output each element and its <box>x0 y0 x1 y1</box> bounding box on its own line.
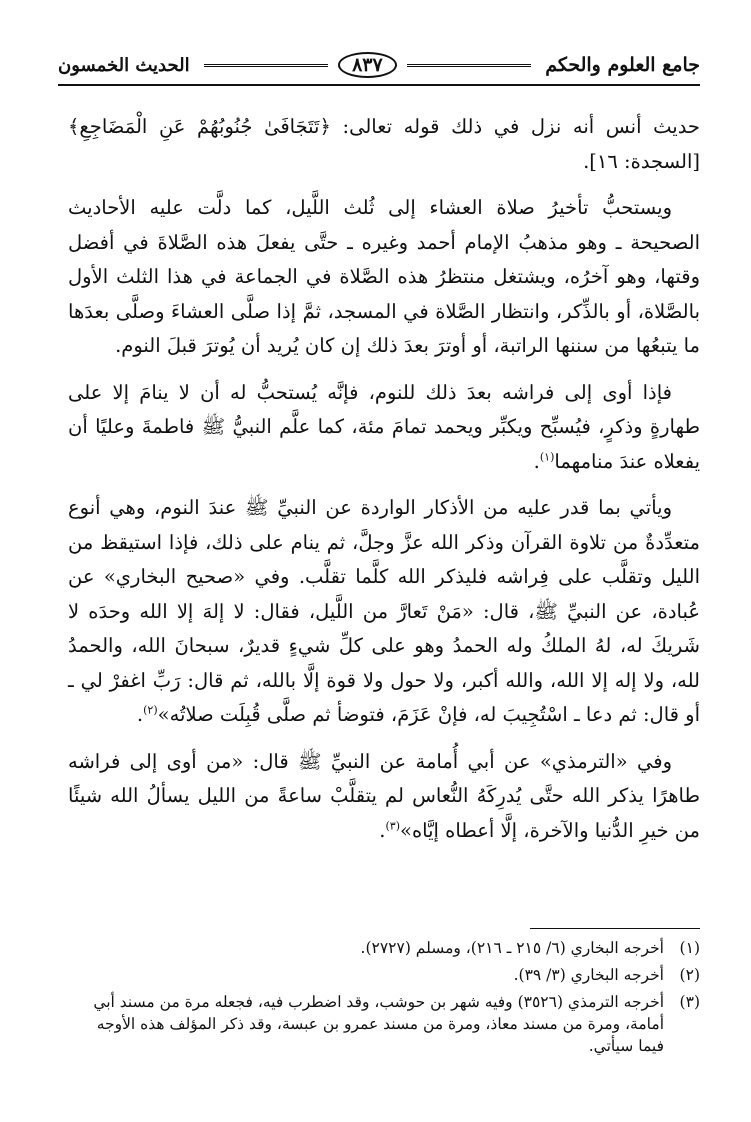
main-text <box>68 110 700 860</box>
paragraph-1 <box>68 110 700 179</box>
header-underline <box>58 84 700 86</box>
footnote-1-number: (١) <box>679 939 700 957</box>
paragraph-2 <box>68 191 700 364</box>
paragraph-5 <box>68 745 700 849</box>
page-number: ٨٣٧ <box>338 52 397 78</box>
footnote-marker-1[interactable]: (١) <box>539 450 555 463</box>
running-header <box>58 50 700 80</box>
footnotes <box>68 935 700 1057</box>
footnote-2-number: (٢) <box>679 966 700 984</box>
header-rule-right <box>407 64 531 67</box>
footnote-marker-2[interactable]: (٢) <box>143 703 158 717</box>
footnote-3-text: أخرجه الترمذي (٣٥٢٦) وفيه شهر بن حوشب، وقد اضطرب فيه، فجعله مرة من مسند أبي أمامة، ومرة من مسند معاذ، ومرة من مسند عمرو بن عبسة، وقد ذكر المؤلف هذه الأوجه فيما سيأتي. <box>93 993 664 1055</box>
paragraph-5-end: . <box>379 818 386 842</box>
paragraph-3 <box>68 376 700 480</box>
paragraph-4-end: . <box>136 703 144 726</box>
paragraph-1-text: حديث أنس أنه نزل في ذلك قوله تعالى: ﴿تَتَجَافَىٰ جُنُوبُهُمْ عَنِ الْمَضَاجِعِ﴾ [السجدة: ١٦]. <box>68 115 700 173</box>
paragraph-4-text: ويأتي بما قدر عليه من الأذكار الواردة عن النبيِّ ﷺ عندَ النوم، وهي أنوع متعدِّدةٌ من تلاوة القرآن وذكر الله عزَّ وجلَّ، ثم ينام على ذلك، فإذا استيقظ من الليل وتقلَّب على فِراشه فليذكر الله كلَّما تقلَّب. وفي «صحيح البخاري» عن عُبادة، عن النبيِّ ﷺ، قال: «مَنْ تَعارَّ من اللَّيل، فقال: لا إلهَ إلا الله وحدَه لا شَريكَ له، لهُ الملكُ وله الحمدُ وهو على كلِّ شيءٍ قديرٌ، سبحانَ الله، والحمدُ لله، ولا إله إلا الله، والله أكبر، ولا حول ولا قوة إلَّا بالله، ثم قال: رَبِّ اغفرْ لي ـ أو قال: ثم دعا ـ اسْتُجِيبَ له، فإنْ عَزَمَ، فتوضأ ثم صلَّى قُبِلَت صلاتُه» <box>68 496 700 726</box>
footnote-2-text: أخرجه البخاري (٣/ ٣٩). <box>513 966 664 984</box>
footnote-2 <box>68 962 700 989</box>
header-rule-left <box>204 64 328 67</box>
footnote-1-text: أخرجه البخاري (٦/ ٢١٥ ـ ٢١٦)، ومسلم (٢٧٢٧). <box>360 939 664 957</box>
footnote-divider <box>530 928 700 929</box>
footnote-3-number: (٣) <box>679 993 700 1011</box>
paragraph-3-text: فإذا أوى إلى فراشه بعدَ ذلك للنوم، فإنَّه يُستحبُّ له أن لا ينامَ إلا على طهارةٍ وذكرٍ، فيُسبِّح ويكبِّر ويحمد تمامَ مئة، كما علَّم النبيُّ ﷺ فاطمةَ وعليًا أن يفعلاه عندَ منامهما <box>68 380 700 473</box>
paragraph-2-text: ويستحبُّ تأخيرُ صلاة العشاء إلى ثُلث اللَّيل، كما دلَّت عليه الأحاديث الصحيحة ـ وهو مذهبُ الإمام أحمد وغيره ـ حتَّى يفعلَ هذه الصَّلاةَ في أفضل وقتها، وهو آخرُه، ويشتغل منتظرُ هذه الصَّلاة في الجماعة في هذا الثلث الأول بالصَّلاة، أو بالذِّكر، وانتظار الصَّلاة في المسجد، ثمَّ إذا صلَّى العشاءَ وصلَّى بعدَها ما يتبعُها من سننها الراتبة، أو أوترَ بعدَ ذلك إن كان يُريد أن يُوترَ قبلَ النوم. <box>68 196 700 357</box>
section-title: الحديث الخمسون <box>58 54 190 76</box>
page-number-ornament <box>334 52 401 78</box>
footnote-1 <box>68 935 700 962</box>
footnote-marker-3[interactable]: (٣) <box>385 819 401 832</box>
paragraph-3-end: . <box>533 449 540 473</box>
paragraph-5-text: وفي «الترمذي» عن أبي أُمامة عن النبيِّ ﷺ قال: «من أوى إلى فراشه طاهرًا يذكر الله حتَّى يُدرِكَهُ النُّعاس لم يتقلَّبْ ساعةً من الليل يسألُ الله شيئًا من خيرِ الدُّنيا والآخرة، إلَّا أعطاه إيَّاه» <box>68 749 700 842</box>
footnote-3 <box>68 989 700 1057</box>
paragraph-4 <box>68 491 700 733</box>
book-title: جامع العلوم والحكم <box>545 54 700 76</box>
